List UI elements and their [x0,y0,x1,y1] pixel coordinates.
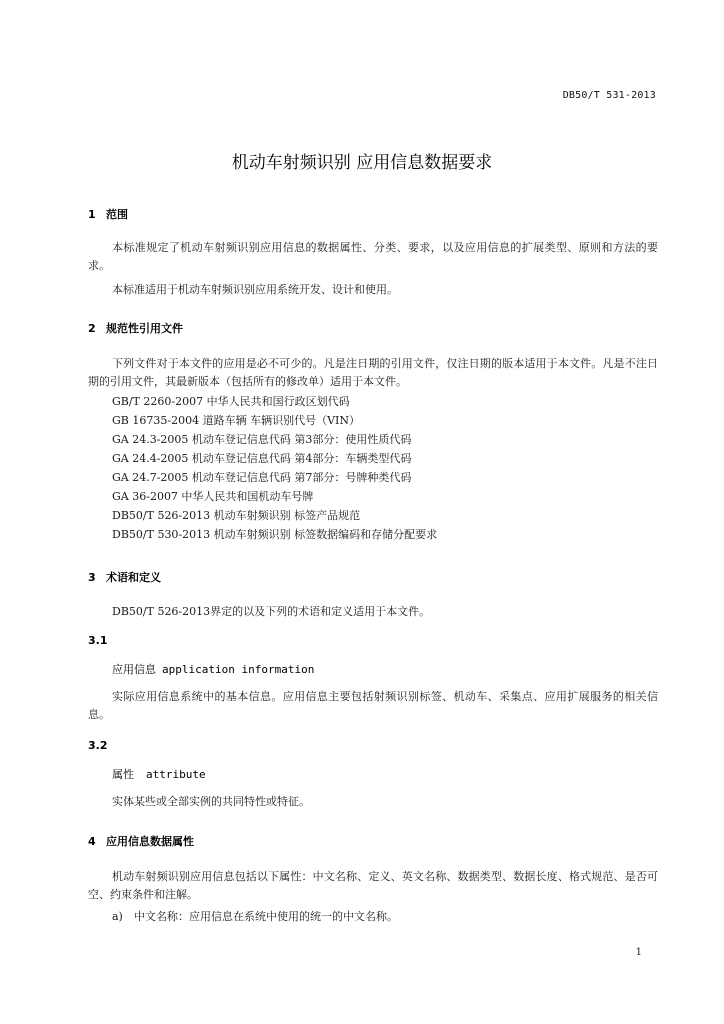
list-item [112,908,398,924]
term-3-2-chinese: 属性 [112,768,134,781]
section-2-heading [88,320,183,336]
section-3-number: 3 [88,571,96,584]
section-1-paragraph-1: 本标准规定了机动车射频识别应用信息的数据属性、分类、要求，以及应用信息的扩展类型、原则和方法的要求。 [88,241,658,272]
term-3-1-english: application information [162,663,315,676]
term-3-1-definition: 实际应用信息系统中的基本信息。应用信息主要包括射频识别标签、机动车、采集点、应用扩展服务的相关信息。 [88,690,658,721]
section-3-title: 术语和定义 [106,571,161,584]
section-1-number: 1 [88,208,96,221]
section-2-number: 2 [88,322,96,335]
reference-item: GB 16735-2004 道路车辆 车辆识别代号（VIN） [112,414,360,427]
section-1-heading [88,206,128,222]
page-number: 1 [635,947,642,958]
section-4-title: 应用信息数据属性 [106,835,194,848]
standard-code: DB50/T 531-2013 [562,90,656,101]
reference-item: DB50/T 530-2013 机动车射频识别 标签数据编码和存储分配要求 [112,528,438,541]
term-3-2-english: attribute [146,768,206,781]
term-3-1 [112,661,314,677]
term-3-2-definition: 实体某些或全部实例的共同特性或特征。 [112,795,310,808]
term-3-2 [112,766,206,782]
reference-item: GA 24.3-2005 机动车登记信息代码 第3部分：使用性质代码 [112,433,412,446]
reference-item: GA 24.4-2005 机动车登记信息代码 第4部分：车辆类型代码 [112,452,412,465]
term-3-1-number: 3.1 [88,634,108,647]
section-4-heading [88,833,194,849]
section-3-paragraph-1: DB50/T 526-2013界定的以及下列的术语和定义适用于本文件。 [112,605,431,618]
section-1-paragraph-2: 本标准适用于机动车射频识别应用系统开发、设计和使用。 [112,283,398,296]
reference-item: DB50/T 526-2013 机动车射频识别 标签产品规范 [112,509,361,522]
list-item-marker: a) [112,910,123,923]
reference-item: GA 36-2007 中华人民共和国机动车号牌 [112,490,314,503]
section-3-heading [88,569,161,585]
list-item-text: 中文名称：应用信息在系统中使用的统一的中文名称。 [134,910,398,923]
reference-item: GB/T 2260-2007 中华人民共和国行政区划代码 [112,395,350,408]
term-3-1-chinese: 应用信息 [112,663,156,676]
term-3-2-number: 3.2 [88,739,108,752]
section-2-paragraph-1: 下列文件对于本文件的应用是必不可少的。凡是注日期的引用文件，仅注日期的版本适用于本文件。凡是不注日期的引用文件，其最新版本（包括所有的修改单）适用于本文件。 [88,357,658,388]
reference-item: GA 24.7-2005 机动车登记信息代码 第7部分：号牌种类代码 [112,471,412,484]
section-1-title: 范围 [106,208,128,221]
section-4-paragraph-1: 机动车射频识别应用信息包括以下属性：中文名称、定义、英文名称、数据类型、数据长度、格式规范、是否可空、约束条件和注解。 [88,870,658,901]
section-4-number: 4 [88,835,96,848]
document-title: 机动车射频识别 应用信息数据要求 [231,153,493,173]
section-2-title: 规范性引用文件 [106,322,183,335]
